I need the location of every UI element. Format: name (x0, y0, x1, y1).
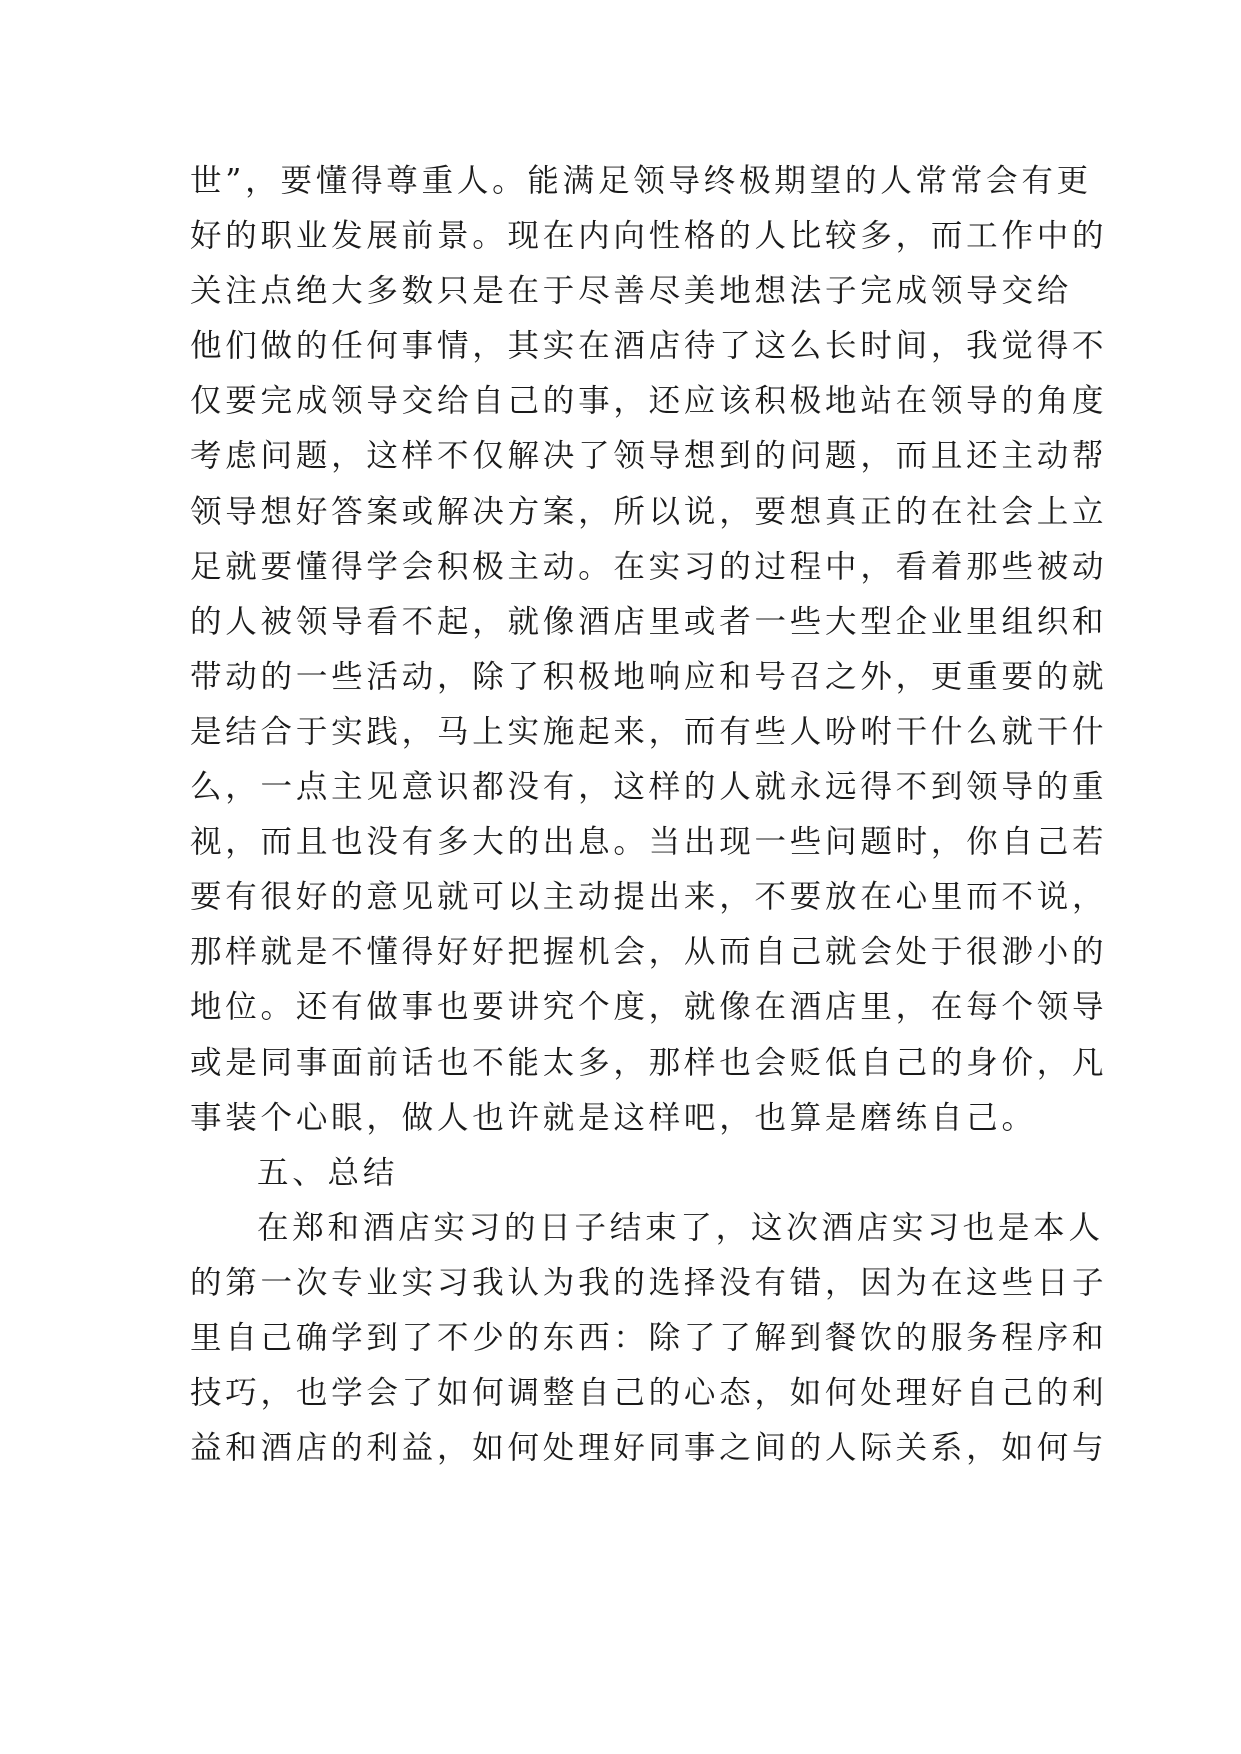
text-line: 么，一点主见意识都没有，这样的人就永远得不到领导的重 (190, 769, 1108, 806)
text-line: 技巧，也学会了如何调整自己的心态，如何处理好自己的利 (190, 1375, 1108, 1412)
section-heading: 五、总结 (257, 1154, 399, 1191)
text-line: 他们做的任何事情，其实在酒店待了这么长时间，我觉得不 (190, 328, 1108, 365)
text-line: 好的职业发展前景。现在内向性格的人比较多，而工作中的 (190, 218, 1108, 255)
text-line: 领导想好答案或解决方案，所以说，要想真正的在社会上立 (190, 493, 1108, 530)
text-line: 事装个心眼，做人也许就是这样吧，也算是磨练自己。 (190, 1099, 1037, 1136)
body-text (190, 154, 1108, 1476)
text-line: 里自己确学到了不少的东西：除了了解到餐饮的服务程序和 (190, 1319, 1108, 1356)
text-line: 带动的一些活动，除了积极地响应和号召之外，更重要的就 (190, 658, 1108, 695)
text-line: 足就要懂得学会积极主动。在实习的过程中，看着那些被动 (190, 548, 1108, 585)
text-line: 仅要完成领导交给自己的事，还应该积极地站在领导的角度 (190, 383, 1108, 420)
text-line: 那样就是不懂得好好把握机会，从而自己就会处于很渺小的 (190, 934, 1108, 971)
text-line: 世”，要懂得尊重人。能满足领导终极期望的人常常会有更 (190, 163, 1092, 199)
text-line: 的第一次专业实习我认为我的选择没有错，因为在这些日子 (190, 1264, 1108, 1301)
text-line: 要有很好的意见就可以主动提出来，不要放在心里而不说， (190, 879, 1108, 916)
text-line: 或是同事面前话也不能太多，那样也会贬低自己的身价，凡 (190, 1044, 1108, 1081)
text-line: 是结合于实践，马上实施起来，而有些人吩咐干什么就干什 (190, 713, 1108, 750)
text-line: 考虑问题，这样不仅解决了领导想到的问题，而且还主动帮 (190, 438, 1108, 475)
paragraph-first-line: 在郑和酒店实习的日子结束了，这次酒店实习也是本人 (257, 1209, 1104, 1246)
text-line: 关注点绝大多数只是在于尽善尽美地想法子完成领导交给 (190, 273, 1073, 310)
text-line: 视，而且也没有多大的出息。当出现一些问题时，你自己若 (190, 824, 1108, 861)
text-line: 益和酒店的利益，如何处理好同事之间的人际关系，如何与 (190, 1430, 1108, 1467)
text-line: 的人被领导看不起，就像酒店里或者一些大型企业里组织和 (190, 603, 1108, 640)
text-line: 地位。还有做事也要讲究个度，就像在酒店里，在每个领导 (190, 989, 1108, 1026)
